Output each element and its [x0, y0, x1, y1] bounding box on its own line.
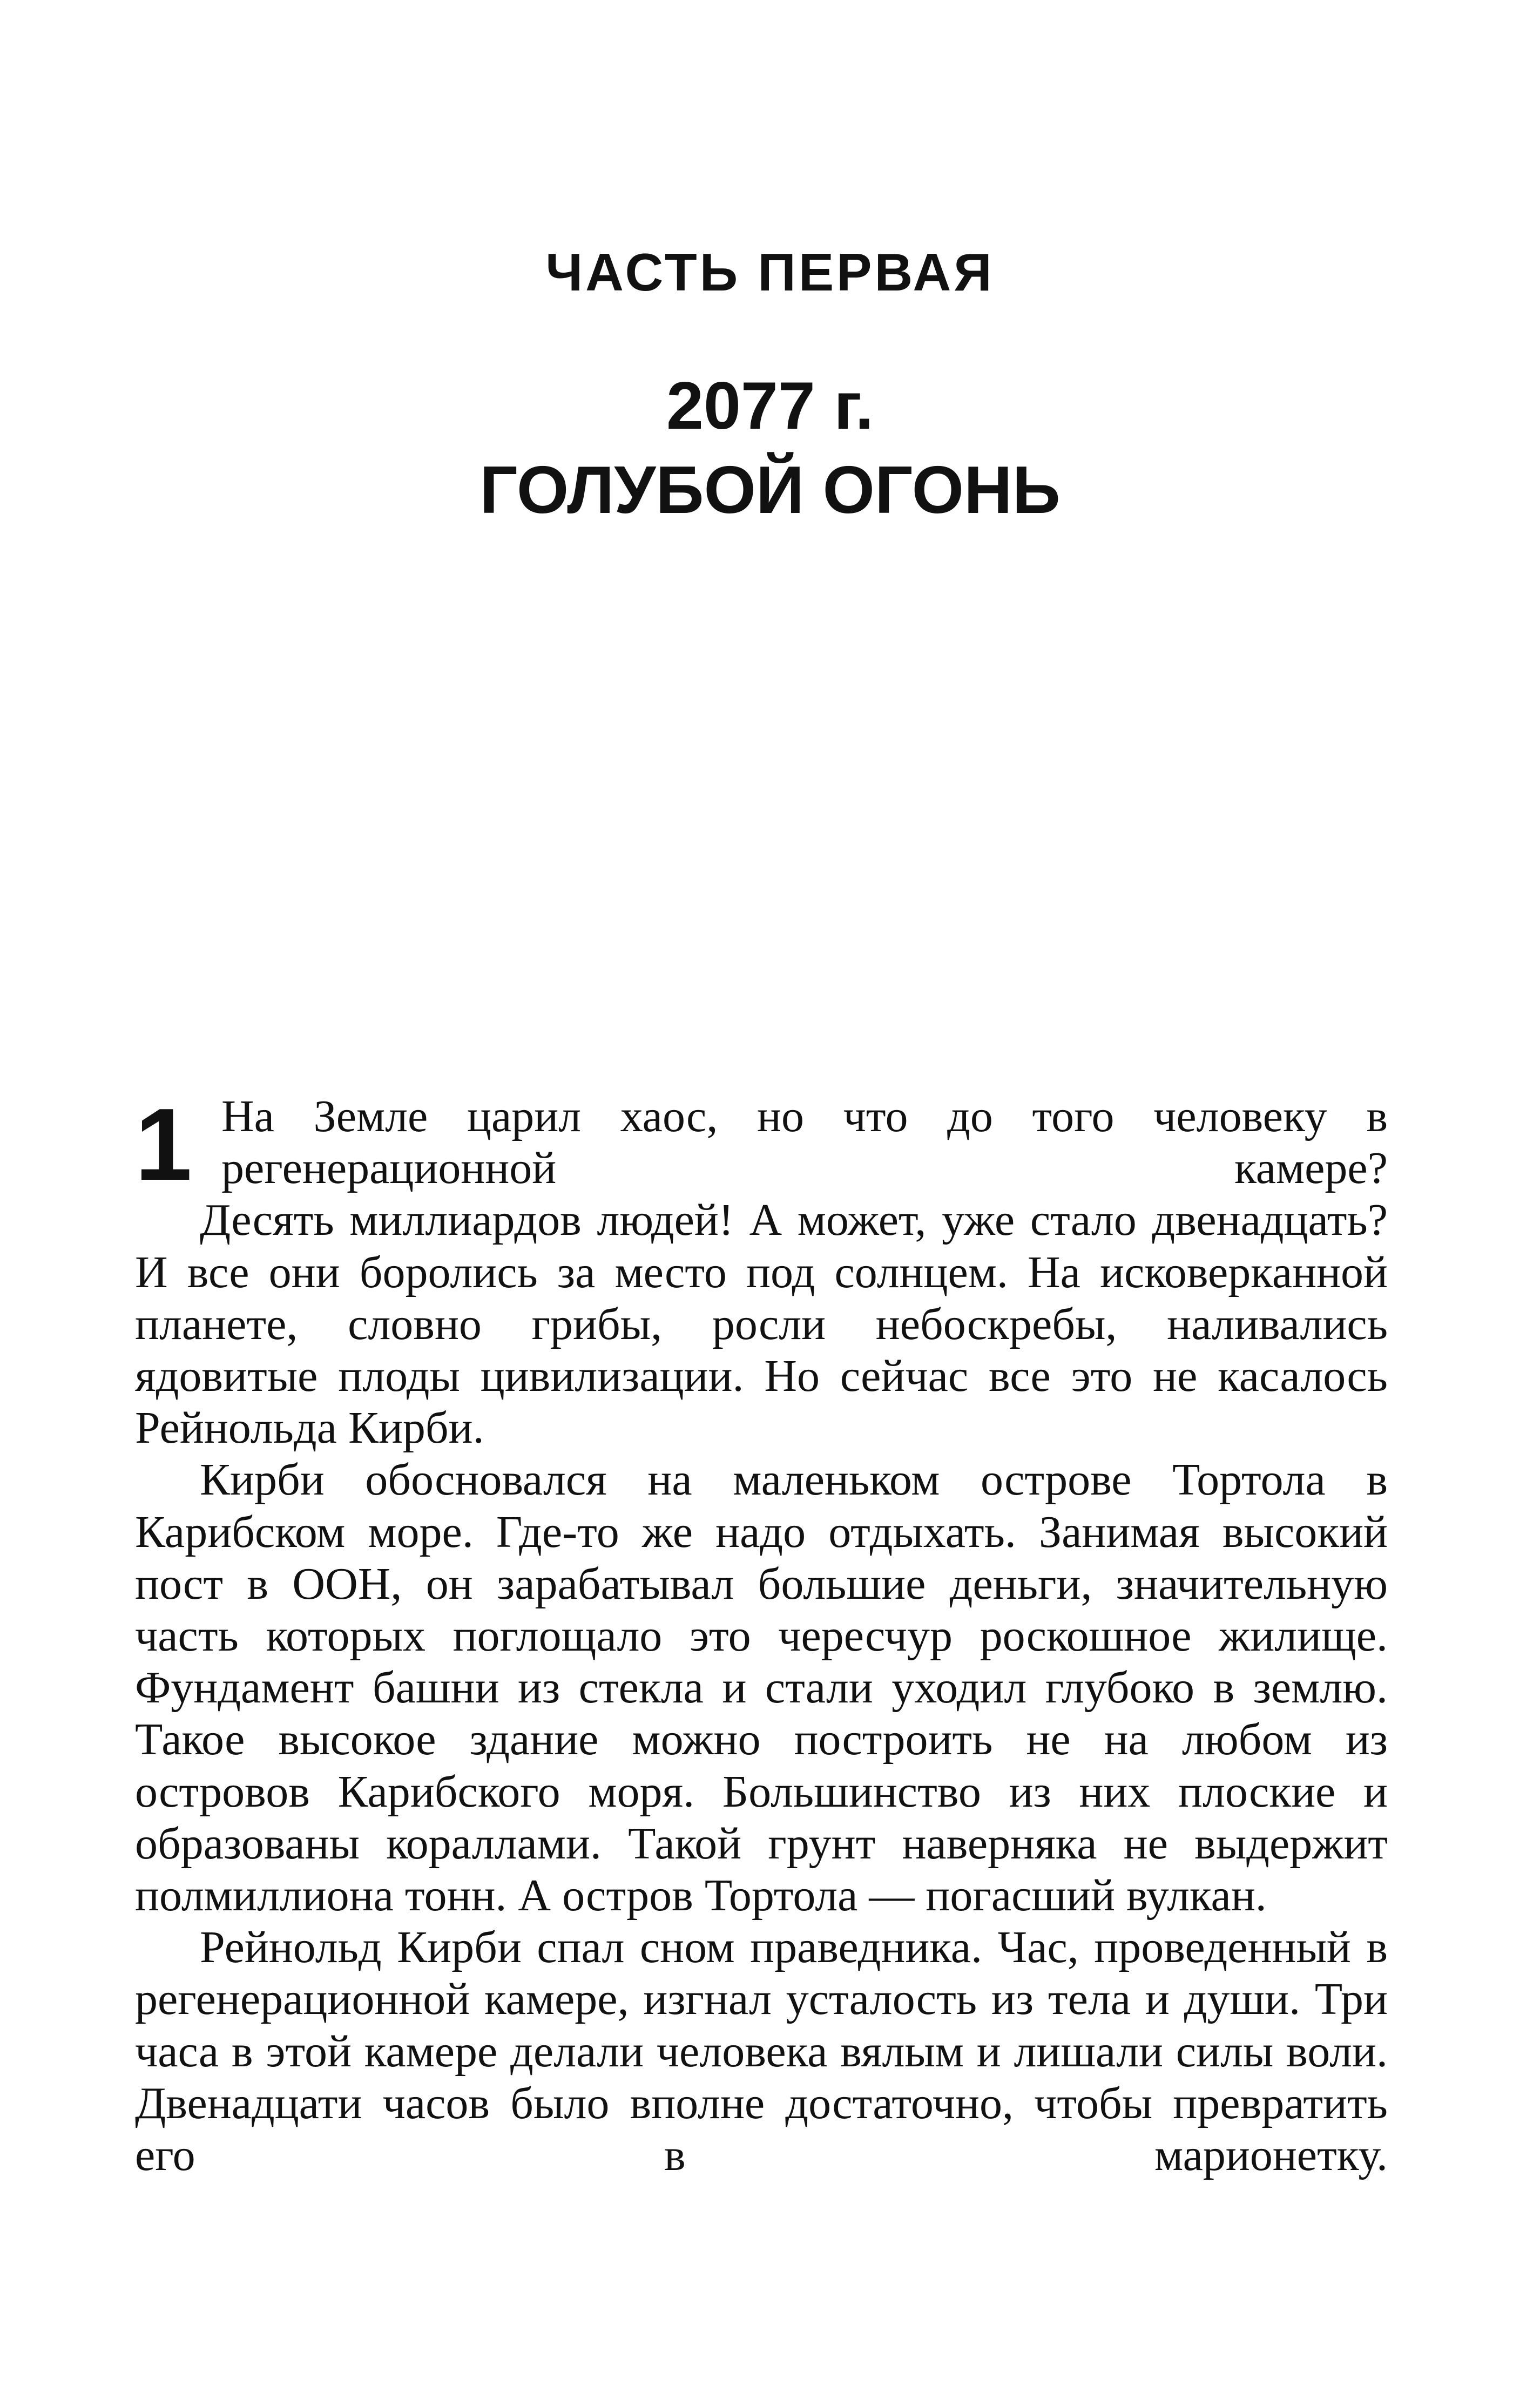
- paragraph-3: Кирби обосновался на маленьком острове Тортола в Карибском море. Где-то же надо отдыхать. Занимая высокий пост в ООН, он зарабатывал большие деньги, значительную часть которых поглощало это чересчур роскошное жилище. Фундамент башни из стекла и стали уходил глубоко в землю. Такое высокое здание можно построить не на любом из островов Карибского моря. Большинство из них плоские и образованы кораллами. Такой грунт наверняка не выдержит полмиллиона тонн. А остров Тортола — погасший вулкан.: [135, 1455, 1388, 1921]
- paragraph-1: [135, 1087, 1388, 1202]
- chapter-title: [0, 369, 1540, 537]
- paragraph-2: Десять миллиардов людей! А может, уже стало двенадцать? И все они боролись за место под солнцем. На исковерканной планете, словно грибы, росли небоскребы, наливались ядовитые плоды цивилизации. Но сейчас все это не касалось Рейнольда Кирби.: [135, 1195, 1388, 1454]
- body-text: [135, 1087, 1388, 2181]
- chapter-title-year: 2077 г.: [666, 369, 874, 443]
- chapter-title-name: ГОЛУБОЙ ОГОНЬ: [479, 453, 1061, 528]
- paragraph-4: Рейнольд Кирби спал сном праведника. Час, проведенный в регенерационной камере, изгнал усталость из тела и души. Три часа в этой камере делали человека вялым и лишали силы воли. Двенадцати часов было вполне достаточно, чтобы превратить его в марионетку.: [135, 1922, 1388, 2181]
- section-number: 1: [135, 1087, 192, 1202]
- part-title: ЧАСТЬ ПЕРВАЯ: [545, 242, 995, 302]
- paragraph-1-text: На Земле царил хаос, но что до того человеку в регенерационной камере?: [221, 1091, 1388, 1194]
